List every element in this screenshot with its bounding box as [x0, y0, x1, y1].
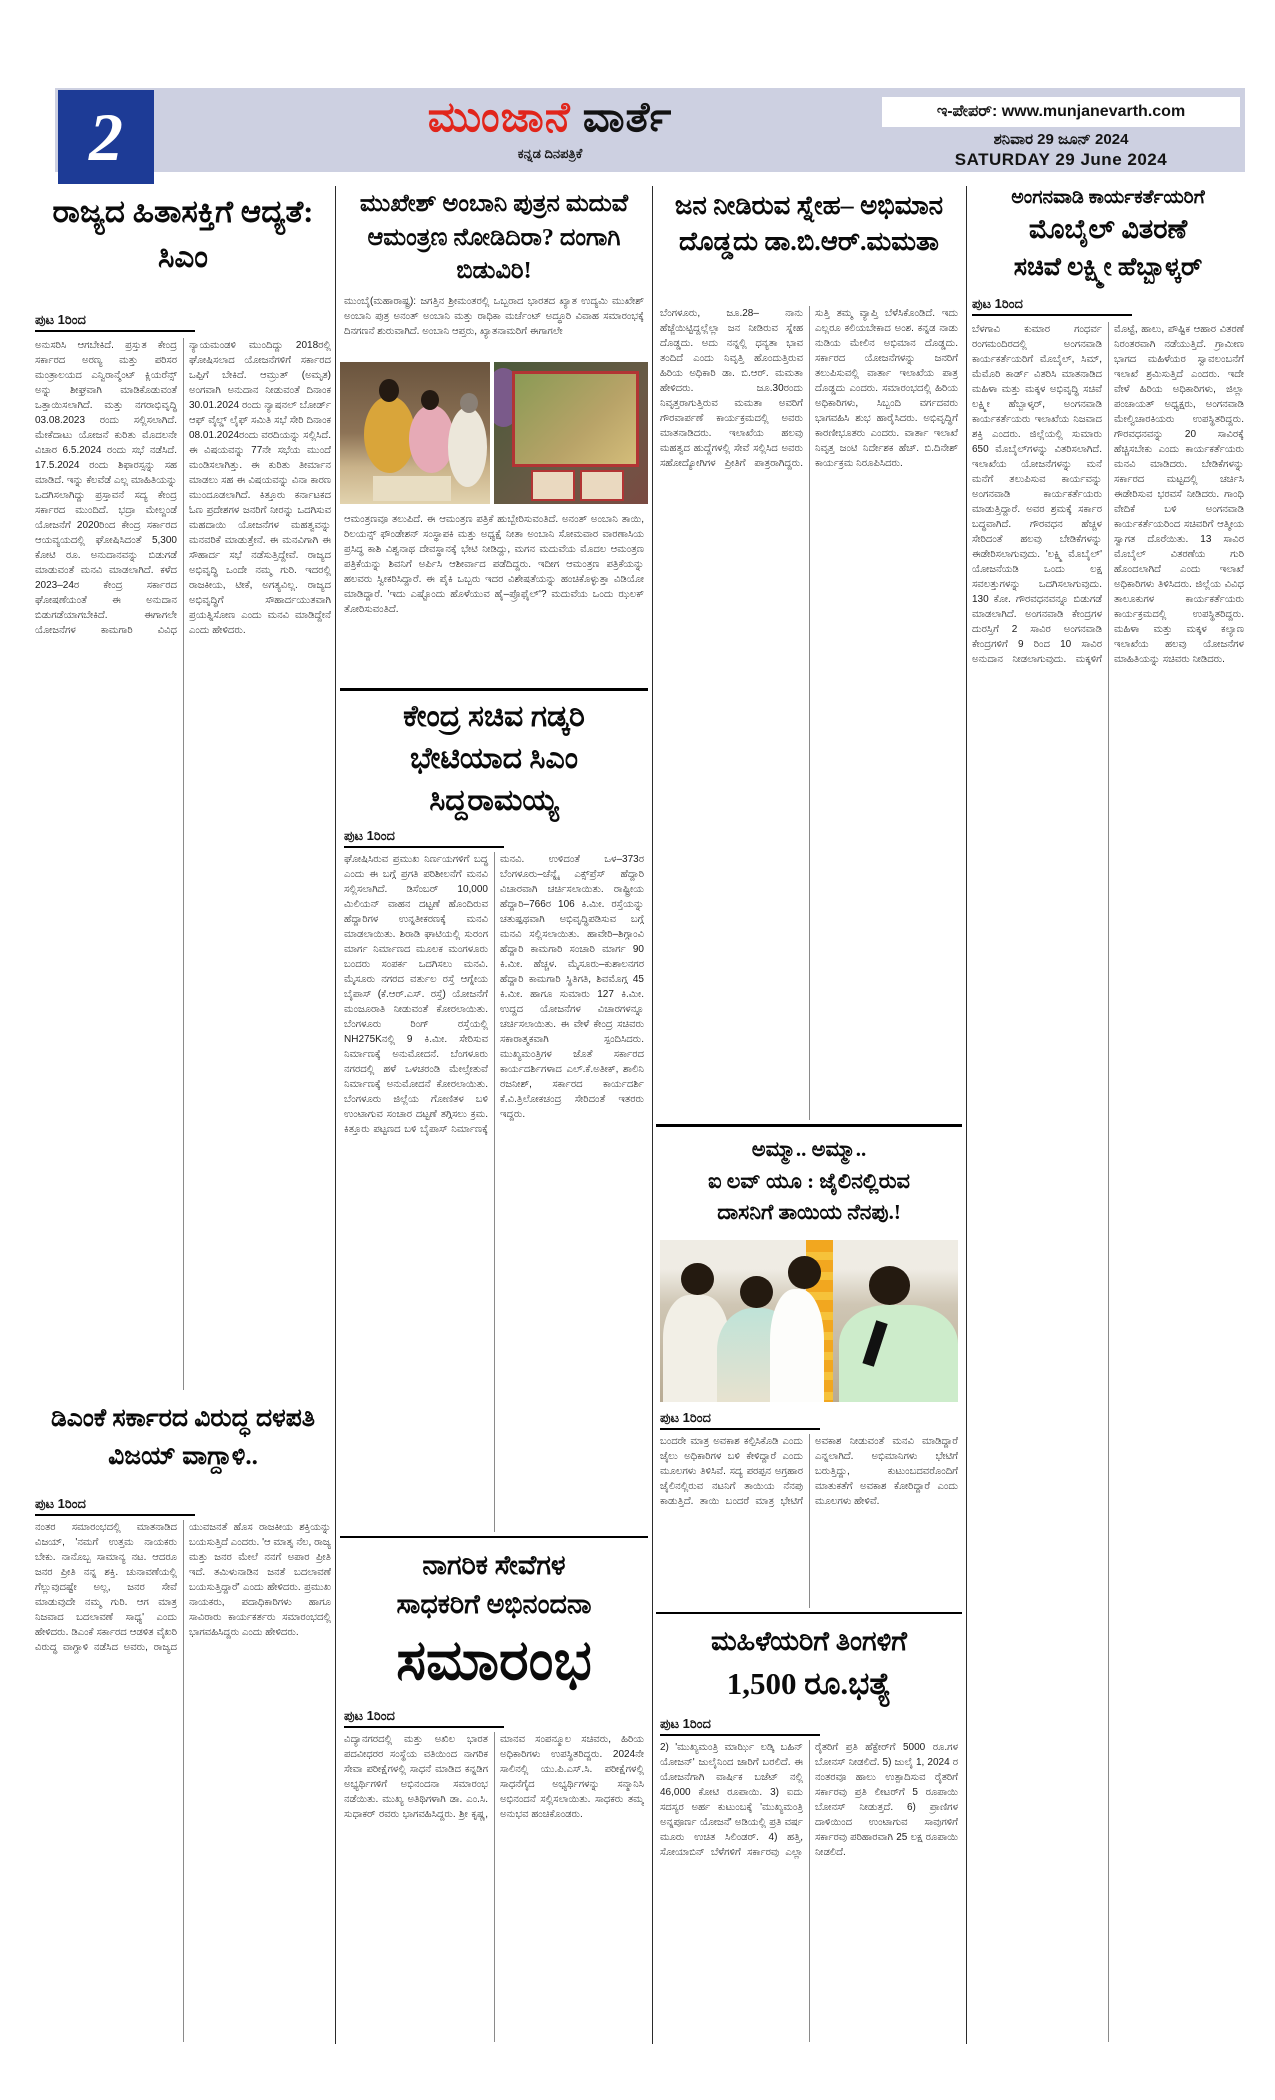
photo-head: [681, 1263, 714, 1295]
photo-invite-card: [531, 470, 575, 501]
headline-ambani-wedding: ಮುಖೇಶ್ ಅಂಬಾನಿ ಪುತ್ರನ ಮದುವೆ ಆಮಂತ್ರಣ ನೋಡಿದಿರಾ? ದಂಗಾಗಿ ಬಿಡುವಿರಿ!: [359, 191, 629, 285]
headline-allowance-line2: 1,500 ರೂ.ಭತ್ಯೆ: [726, 1666, 892, 1701]
continued-from-page1: ಪುಟ 1ರಿಂದ: [660, 1410, 820, 1430]
article-body-ambani: ಆಮಂತ್ರಣವೂ ತಲುಪಿದೆ. ಈ ಆಮಂತ್ರಣ ಪತ್ರಿಕೆ ಹುಬ್ಬೇರಿಸುವಂತಿದೆ. ಅನಂತ್ ಅಂಬಾನಿ ತಾಯಿ, ರಿಲಯನ್ಸ್ ಫೌಂಡೇಶನ್ ಸಂಸ್ಥಾಪಕಿ ಮತ್ತು ಅಧ್ಯಕ್ಷೆ ನೀತಾ ಅಂಬಾನಿ ಸೋಮವಾರ ವಾರಣಾಸಿಯ ಪ್ರಸಿದ್ಧ ಕಾಶಿ ವಿಶ್ವನಾಥ ದೇವಸ್ಥಾನಕ್ಕೆ ಭೇಟಿ ನೀಡಿದ್ದು, ಮಗನ ಮದುವೆಯ ಮೊದಲ ಆಮಂತ್ರಣ ಪತ್ರಿಕೆಯನ್ನು ಶಿವನಿಗೆ ಅರ್ಪಿಸಿ ಆಶೀರ್ವಾದ ಪಡೆದಿದ್ದರು. ಇದೀಗ ಆಮಂತ್ರಣ ಪತ್ರಿಕೆಯನ್ನು ಹಲವರು ಸ್ವೀಕರಿಸಿದ್ದಾರೆ. ಈ ಪೈಕಿ ಒಬ್ಬರು ಇದರ ವಿಶೇಷತೆಯನ್ನು ಹಂಚಿಕೊಳ್ಳುತ್ತಾ ವಿಡಿಯೋ ಮಾಡಿದ್ದಾರೆ. 'ಇದು ಎಷ್ಟೊಂದು ಹೊಳೆಯುವ ಹೈ–ಪ್ರೊಫೈಲ್'? ಮದುವೆಯ ಒಂದು ಝಲಕ್ ತೋರಿಸುವಂತಿದೆ.: [344, 514, 644, 615]
headline-allowance-line1: ಮಹಿಳೆಯರಿಗೆ ತಿಂಗಳಿಗೆ: [711, 1626, 907, 1656]
column-rule-3: [966, 186, 967, 2044]
article-body-allowance: 2) 'ಮುಖ್ಯಮಂತ್ರಿ ಮಾರ್ಝಿ ಲಡ್ಕಿ ಬಹಿನ್ ಯೋಜನ್' ಜುಲೈನಿಂದ ಜಾರಿಗೆ ಬರಲಿದೆ. ಈ ಯೋಜನೆಗಾಗಿ ವಾರ್ಷಿಕ ಬಜೆಟ್ ನಲ್ಲಿ 46,000 ಕೋಟಿ ರೂಪಾಯಿ. 3) ಐದು ಸದಸ್ಯರ ಅರ್ಹ ಕುಟುಂಬಕ್ಕೆ 'ಮುಖ್ಯಮಂತ್ರಿ ಅನ್ನಪೂರ್ಣ ಯೋಜನೆ' ಅಡಿಯಲ್ಲಿ ಪ್ರತಿ ವರ್ಷ ಮೂರು ಉಚಿತ ಸಿಲಿಂಡರ್. 4) ಹತ್ತಿ, ಸೋಯಾಬಿನ್ ಬೆಳೆಗಳಿಗೆ ಸರ್ಕಾರವು ಎಲ್ಲಾ ರೈತರಿಗೆ ಪ್ರತಿ ಹೆಕ್ಟೇರ್‌ಗೆ 5000 ರೂ.ಗಳ ಬೋನಸ್ ನೀಡಲಿದೆ. 5) ಜುಲೈ 1, 2024 ರ ನಂತರವೂ ಹಾಲು ಉತ್ಪಾದಿಸುವ ರೈತರಿಗೆ ಸರ್ಕಾರವು ಪ್ರತಿ ಲೀಟರ್‌ಗೆ 5 ರೂಪಾಯಿ ಬೋನಸ್ ನೀಡುತ್ತದೆ. 6) ಪ್ರಾಣಿಗಳ ದಾಳಿಯಿಂದ ಉಂಟಾಗುವ ಸಾವುಗಳಿಗೆ ಸರ್ಕಾರವು ಪರಿಹಾರವಾಗಿ 25 ಲಕ್ಷ ರೂಪಾಯಿ ನೀಡಲಿದೆ.: [660, 1742, 958, 1858]
continued-from-page1: ಪುಟ 1ರಿಂದ: [972, 296, 1132, 316]
photo-gift-box: [373, 476, 451, 502]
photo-figure: [409, 405, 454, 473]
photo-invite-frame: [512, 371, 638, 468]
photo-figure: [839, 1305, 958, 1402]
article-body-mamata: ಬೆಂಗಳೂರು, ಜೂ.28– ನಾನು ಹೆಜ್ಜೆಯಿಟ್ಟಿದ್ದಲ್ಲೆಲ್ಲಾ ಜನ ನೀಡಿರುವ ಸ್ನೇಹ ದೊಡ್ಡದು. ಅದು ನನ್ನಲ್ಲಿ ಧನ್ಯತಾ ಭಾವ ತಂದಿದೆ ಎಂದು ನಿವೃತ್ತಿ ಹೊಂದುತ್ತಿರುವ ಹಿರಿಯ ಅಧಿಕಾರಿ ಡಾ. ಬಿ.ಆರ್. ಮಮತಾ ಹೇಳಿದರು. ಜೂ.30ರಂದು ನಿವೃತ್ತರಾಗುತ್ತಿರುವ ಮಮತಾ ಅವರಿಗೆ ಗೌರವಾರ್ಪಣೆ ಕಾರ್ಯಕ್ರಮದಲ್ಲಿ ಅವರು ಮಾತನಾಡಿದರು. ಇಲಾಖೆಯ ಹಲವು ಮಹತ್ವದ ಹುದ್ದೆಗಳಲ್ಲಿ ಸೇವೆ ಸಲ್ಲಿಸಿದ ಅವರು ಸಹೋದ್ಯೋಗಿಗಳ ಪ್ರೀತಿಗೆ ಪಾತ್ರರಾಗಿದ್ದರು. ಸುತ್ತಿ ತಮ್ಮ ವ್ಯಾಪ್ತಿ ಬೆಳೆಸಿಕೊಂಡಿದೆ. ಇದು ಎಲ್ಲರೂ ಕಲಿಯಬೇಕಾದ ಅಂಶ. ಕನ್ನಡ ನಾಡು ನುಡಿಯ ಮೇಲಿನ ಅಭಿಮಾನ ದೊಡ್ಡದು. ಸರ್ಕಾರದ ಯೋಜನೆಗಳನ್ನು ಜನರಿಗೆ ತಲುಪಿಸುವಲ್ಲಿ ವಾರ್ತಾ ಇಲಾಖೆಯ ಪಾತ್ರ ದೊಡ್ಡದು ಎಂದರು. ಸಮಾರಂಭದಲ್ಲಿ ಹಿರಿಯ ಅಧಿಕಾರಿಗಳು, ಸಿಬ್ಬಂದಿ ವರ್ಗದವರು ಭಾಗವಹಿಸಿ ಶುಭ ಹಾರೈಸಿದರು. ಅಭಿವೃದ್ಧಿಗೆ ಕಾರಣೀಭೂತರು ಎಂದರು. ವಾರ್ತಾ ಇಲಾಖೆ ನಿವೃತ್ತ ಜಂಟಿ ನಿರ್ದೇಶಕ ಹೆಚ್. ಬಿ.ದಿನೇಶ್ ಕಾರ್ಯಕ್ರಮ ನಿರೂಪಿಸಿದರು.: [660, 308, 958, 469]
section-divider: [340, 688, 648, 691]
wedding-ceremony-photo: [340, 362, 490, 504]
photo-head: [460, 393, 478, 413]
headline-civil-services-line2: ಸಮಾರಂಭ: [396, 1630, 592, 1692]
continued-from-page1: ಪುಟ 1ರಿಂದ: [660, 1716, 820, 1736]
article-body-amma-dasa: ಬಂದರೇ ಮಾತ್ರ ಅವಕಾಶ ಕಲ್ಪಿಸಿಕೊಡಿ ಎಂದು ಜೈಲು ಅಧಿಕಾರಿಗಳ ಬಳಿ ಕೇಳಿದ್ದಾರೆ ಎಂದು ಮೂಲಗಳು ತಿಳಿಸಿವೆ. ಸದ್ಯ ಪರಪ್ಪನ ಅಗ್ರಹಾರ ಜೈಲಿನಲ್ಲಿರುವ ನಟನಿಗೆ ತಾಯಿಯ ನೆನಪು ಕಾಡುತ್ತಿದೆ. ತಾಯಿ ಬಂದರೆ ಮಾತ್ರ ಭೇಟಿಗೆ ಅವಕಾಶ ನೀಡುವಂತೆ ಮನವಿ ಮಾಡಿದ್ದಾರೆ ಎನ್ನಲಾಗಿದೆ. ಅಭಿಮಾನಿಗಳು ಭೇಟಿಗೆ ಬರುತ್ತಿದ್ದು, ಕುಟುಂಬದವರೊಂದಿಗೆ ಮಾತುಕತೆಗೆ ಅವಕಾಶ ಕೋರಿದ್ದಾರೆ ಎಂದು ಮೂಲಗಳು ಹೇಳಿವೆ.: [660, 1436, 958, 1507]
date-kannada: ಶನಿವಾರ 29 ಜೂನ್ 2024: [993, 131, 1129, 148]
column-rule-2: [652, 186, 653, 2044]
epaper-url[interactable]: ಇ-ಪೇಪರ್: www.munjanevarth.com: [882, 97, 1240, 127]
continued-from-page1: ಪುಟ 1ರಿಂದ: [35, 1496, 195, 1516]
column-rule-1: [335, 186, 336, 2044]
headline-text: ನಾಗರಿಕ ಸೇವೆಗಳ: [422, 1550, 566, 1580]
masthead-word-2: ವಾರ್ತೆ: [582, 94, 673, 140]
headline-text: ಐ ಲವ್ ಯೂ : ಜೈಲಿನಲ್ಲಿರುವ: [707, 1168, 911, 1193]
photo-head: [869, 1266, 911, 1305]
article-body-gadkari: ಘೋಷಿಸಿರುವ ಪ್ರಮುಖ ನಿರ್ಣಯಗಳಿಗೆ ಬದ್ಧ ಎಂದು ಈ ಬಗ್ಗೆ ಪ್ರಗತಿ ಪರಿಶೀಲನೆಗೆ ಮನವಿ ಸಲ್ಲಿಸಲಾಗಿದೆ. ಡಿಸೆಂಬರ್ 10,000 ಮಿಲಿಯನ್ ವಾಹನ ದಟ್ಟಣೆ ಹೊಂದಿರುವ ಹೆದ್ದಾರಿಗಳ ಉನ್ನತೀಕರಣಕ್ಕೆ ಮನವಿ ಮಾಡಲಾಯಿತು. ಶಿರಾಡಿ ಘಾಟಿಯಲ್ಲಿ ಸುರಂಗ ಮಾರ್ಗ ನಿರ್ಮಾಣದ ಮೂಲಕ ಮಂಗಳೂರು ಬಂದರು ಸಂಪರ್ಕ ಒದಗಿಸಲು ಮನವಿ. ಮೈಸೂರು ನಗರದ ವರ್ತುಲ ರಸ್ತೆ ಆಗ್ನೇಯ ಬೈಪಾಸ್ (ಕೆ.ಆರ್.ಎಸ್. ರಸ್ತೆ) ಯೋಜನೆಗೆ ಮಂಜೂರಾತಿ ನೀಡುವಂತೆ ಕೋರಲಾಯಿತು. ಬೆಂಗಳೂರು ರಿಂಗ್ ರಸ್ತೆಯಲ್ಲಿ NH275Kನಲ್ಲಿ 9 ಕಿ.ಮೀ. ಸೇರಿಸುವ ನಿರ್ಮಾಣಕ್ಕೆ ಅನುಮೋದನೆ. ಬೆಂಗಳೂರು ನಗರದಲ್ಲಿ ಹಳೆ ಒಳಚರಂಡಿ ಮೇಲ್ಸೇತುವೆ ನಿರ್ಮಾಣಕ್ಕೆ ಅನುಮೋದನೆ ಕೋರಲಾಯಿತು. ಬೆಂಗಳೂರು ಜಿಲ್ಲೆಯ ಗೋಣಿತಳ ಬಳಿ ಉಂಟಾಗುವ ಸಂಚಾರ ದಟ್ಟಣೆ ತಗ್ಗಿಸಲು ಕ್ರಮ. ಕಿತ್ತೂರು ಪಟ್ಟಣದ ಬಳಿ ಬೈಪಾಸ್ ನಿರ್ಮಾಣಕ್ಕೆ ಮನವಿ. ಉಳಿದಂತೆ ಒಳ–373ರ ಬೆಂಗಳೂರು–ಚೆನ್ನೈ ಎಕ್ಸ್‌ಪ್ರೆಸ್ ಹೆದ್ದಾರಿ ವಿಚಾರವಾಗಿ ಚರ್ಚಿಸಲಾಯಿತು. ರಾಷ್ಟ್ರೀಯ ಹೆದ್ದಾರಿ–766ರ 106 ಕಿ.ಮೀ. ರಸ್ತೆಯನ್ನು ಚತುಷ್ಪಥವಾಗಿ ಅಭಿವೃದ್ಧಿಪಡಿಸುವ ಬಗ್ಗೆ ಮನವಿ ಸಲ್ಲಿಸಲಾಯಿತು. ಹಾವೇರಿ–ಶಿಗ್ಗಾಂವಿ ಹೆದ್ದಾರಿ ಕಾಮಗಾರಿ ಸಂಚಾರಿ ಮಾರ್ಗ 90 ಕಿ.ಮೀ. ಹೆಚ್ಚಳ. ಮೈಸೂರು–ಕುಶಾಲನಗರ ಹೆದ್ದಾರಿ ಕಾಮಗಾರಿ ಸ್ಥಿತಿಗತಿ, ಶಿವಮೊಗ್ಗ 45 ಕಿ.ಮೀ. ಹಾಗೂ ಸುಮಾರು 127 ಕಿ.ಮೀ. ಉದ್ದದ ಯೋಜನೆಗಳ ವಿಚಾರಗಳನ್ನೂ ಚರ್ಚಿಸಲಾಯಿತು. ಈ ವೇಳೆ ಕೇಂದ್ರ ಸಚಿವರು ಸಕಾರಾತ್ಮಕವಾಗಿ ಸ್ಪಂದಿಸಿದರು. ಮುಖ್ಯಮಂತ್ರಿಗಳ ಜೊತೆ ಸರ್ಕಾರದ ಕಾರ್ಯದರ್ಶಿಗಳಾದ ಎಲ್.ಕೆ.ಅತೀಕ್, ಶಾಲಿನಿ ರಜನೀಶ್, ಸರ್ಕಾರದ ಕಾರ್ಯದರ್ಶಿ ಕೆ.ವಿ.ತ್ರಿಲೋಕಚಂದ್ರ ಸೇರಿದಂತೆ ಇತರರು ಇದ್ದರು.: [344, 854, 644, 1135]
section-divider: [656, 1612, 962, 1614]
photo-figure: [448, 407, 487, 487]
photo-figure: [364, 396, 415, 473]
photo-invite-card: [580, 470, 624, 501]
masthead-tagline: ಕನ್ನಡ ದಿನಪತ್ರಿಕೆ: [517, 146, 583, 161]
article-body-dmk-vijay: ನಂತರ ಸಮಾರಂಭದಲ್ಲಿ ಮಾತನಾಡಿದ ವಿಜಯ್, 'ನಮಗೆ ಉತ್ತಮ ನಾಯಕರು ಬೇಕು. ನಾನೊಬ್ಬ ಸಾಮಾನ್ಯ ನಟ. ಆದರೂ ಜನರ ಪ್ರೀತಿ ನನ್ನ ಶಕ್ತಿ. ಚುನಾವಣೆಯಲ್ಲಿ ಗೆಲ್ಲುವುದಷ್ಟೇ ಅಲ್ಲ, ಜನರ ಸೇವೆ ಮಾಡುವುದೇ ನಮ್ಮ ಗುರಿ. ಆಗ ಮಾತ್ರ ನಿಜವಾದ ಬದಲಾವಣೆ ಸಾಧ್ಯ' ಎಂದು ಹೇಳಿದರು. ಡಿಎಂಕೆ ಸರ್ಕಾರದ ಆಡಳಿತ ವೈಖರಿ ವಿರುದ್ಧ ವಾಗ್ದಾಳಿ ನಡೆಸಿದ ಅವರು, ರಾಜ್ಯದ ಯುವಜನತೆ ಹೊಸ ರಾಜಕೀಯ ಶಕ್ತಿಯನ್ನು ಬಯಸುತ್ತಿದೆ ಎಂದರು. 'ಆ ಮಾತೃ ನೆಲ, ರಾಜ್ಯ ಮತ್ತು ಜನರ ಮೇಲೆ ನನಗೆ ಅಪಾರ ಪ್ರೀತಿ ಇದೆ. ತಮಿಳುನಾಡಿನ ಜನತೆ ಬದಲಾವಣೆ ಬಯಸುತ್ತಿದ್ದಾರೆ' ಎಂದು ಹೇಳಿದರು. ಪ್ರಮುಖ ನಾಯಕರು, ಪದಾಧಿಕಾರಿಗಳು ಹಾಗೂ ಸಾವಿರಾರು ಕಾರ್ಯಕರ್ತರು ಸಮಾರಂಭದಲ್ಲಿ ಭಾಗವಹಿಸಿದ್ದರು ಎಂದು ಹೇಳಿದರು.: [35, 1522, 331, 1653]
headline-anganwadi-line1: ಅಂಗನವಾಡಿ ಕಾರ್ಯಕರ್ತೆಯರಿಗೆ: [1011, 187, 1205, 208]
article-body-civil-services: ವಿದ್ಯಾನಗರದಲ್ಲಿ ಮತ್ತು ಅಖಿಲ ಭಾರತ ಪದವೀಧರರ ಸಂಸ್ಥೆಯ ವತಿಯಿಂದ ನಾಗರಿಕ ಸೇವಾ ಪರೀಕ್ಷೆಗಳಲ್ಲಿ ಸಾಧನೆ ಮಾಡಿದ ಕನ್ನಡಿಗ ಅಭ್ಯರ್ಥಿಗಳಿಗೆ ಅಭಿನಂದನಾ ಸಮಾರಂಭ ನಡೆಯಿತು. ಮುಖ್ಯ ಅತಿಥಿಗಳಾಗಿ ಡಾ. ಎಂ.ಸಿ. ಸುಧಾಕರ್ ರವರು ಭಾಗವಹಿಸಿದ್ದರು. ಶ್ರೀ ಕೃಷ್ಣ, ಮಾನವ ಸಂಪನ್ಮೂಲ ಸಚಿವರು, ಹಿರಿಯ ಅಧಿಕಾರಿಗಳು ಉಪಸ್ಥಿತರಿದ್ದರು. 2024ನೇ ಸಾಲಿನಲ್ಲಿ ಯು.ಪಿ.ಎಸ್.ಸಿ. ಪರೀಕ್ಷೆಗಳಲ್ಲಿ ಸಾಧನೆಗೈದ ಅಭ್ಯರ್ಥಿಗಳನ್ನು ಸನ್ಮಾನಿಸಿ ಅಭಿನಂದನೆ ಸಲ್ಲಿಸಲಾಯಿತು. ಸಾಧಕರು ತಮ್ಮ ಅನುಭವ ಹಂಚಿಕೊಂಡರು.: [344, 1734, 644, 1820]
masthead-word-1: ಮುಂಜಾನೆ: [427, 94, 571, 140]
article-body-anganwadi: ಬೆಳಗಾವಿ ಕುಮಾರ ಗಂಧರ್ವ ರಂಗಮಂದಿರದಲ್ಲಿ ಅಂಗನವಾಡಿ ಕಾರ್ಯಕರ್ತೆಯರಿಗೆ ಮೊಬೈಲ್, ಸಿಮ್, ಮೆಮೊರಿ ಕಾರ್ಡ್ ವಿತರಿಸಿ ಮಾತನಾಡಿದ ಮಹಿಳಾ ಮತ್ತು ಮಕ್ಕಳ ಅಭಿವೃದ್ಧಿ ಸಚಿವೆ ಲಕ್ಷ್ಮೀ ಹೆಬ್ಬಾಳ್ಕರ್, ಅಂಗನವಾಡಿ ಕಾರ್ಯಕರ್ತೆಯರು ಇಲಾಖೆಯ ನಿಜವಾದ ಶಕ್ತಿ ಎಂದರು. ಜಿಲ್ಲೆಯಲ್ಲಿ ಸುಮಾರು 650 ಮೊಬೈಲ್‌ಗಳನ್ನು ವಿತರಿಸಲಾಗಿದೆ. ಇಲಾಖೆಯ ಯೋಜನೆಗಳನ್ನು ಮನೆ ಮನೆಗೆ ತಲುಪಿಸುವ ಕಾರ್ಯವನ್ನು ಅಂಗನವಾಡಿ ಕಾರ್ಯಕರ್ತೆಯರು ಮಾಡುತ್ತಿದ್ದಾರೆ. ಅವರ ಶ್ರಮಕ್ಕೆ ಸರ್ಕಾರ ಬದ್ಧವಾಗಿದೆ. ಗೌರವಧನ ಹೆಚ್ಚಳ ಸೇರಿದಂತೆ ಹಲವು ಬೇಡಿಕೆಗಳನ್ನು ಈಡೇರಿಸಲಾಗುವುದು. 'ಲಕ್ಷ್ಮಿ ಮೊಬೈಲ್' ಯೋಜನೆಯಡಿ ಒಂದು ಲಕ್ಷ ಸವಲತ್ತುಗಳನ್ನು ಒದಗಿಸಲಾಗುವುದು. 130 ಕೋ. ಗೌರವಧನವನ್ನೂ ಬಿಡುಗಡೆ ಮಾಡಲಾಗಿದೆ. ಅಂಗನವಾಡಿ ಕೇಂದ್ರಗಳ ದುರಸ್ತಿಗೆ 2 ಸಾವಿರ ಅಂಗನವಾಡಿ ಕೇಂದ್ರಗಳಿಗೆ 9 ರಿಂದ 10 ಸಾವಿರ ಅನುದಾನ ನೀಡಲಾಗುವುದು. ಮಕ್ಕಳಿಗೆ ಮೊಟ್ಟೆ, ಹಾಲು, ಪೌಷ್ಟಿಕ ಆಹಾರ ವಿತರಣೆ ನಿರಂತರವಾಗಿ ನಡೆಯುತ್ತಿದೆ. ಗ್ರಾಮೀಣ ಭಾಗದ ಮಹಿಳೆಯರ ಸ್ವಾವಲಂಬನೆಗೆ ಇಲಾಖೆ ಶ್ರಮಿಸುತ್ತಿದೆ ಎಂದರು. ಇದೇ ವೇಳೆ ಹಿರಿಯ ಅಧಿಕಾರಿಗಳು, ಜಿಲ್ಲಾ ಪಂಚಾಯತ್ ಅಧ್ಯಕ್ಷರು, ಅಂಗನವಾಡಿ ಮೇಲ್ವಿಚಾರಕಿಯರು ಉಪಸ್ಥಿತರಿದ್ದರು. ಗೌರವಧನವನ್ನು 20 ಸಾವಿರಕ್ಕೆ ಹೆಚ್ಚಿಸಬೇಕು ಎಂದು ಕಾರ್ಯಕರ್ತೆಯರು ಮನವಿ ಮಾಡಿದರು. ಬೇಡಿಕೆಗಳನ್ನು ಸರ್ಕಾರದ ಮಟ್ಟದಲ್ಲಿ ಚರ್ಚಿಸಿ ಈಡೇರಿಸುವ ಭರವಸೆ ನೀಡಿದರು. ಗಾಂಧಿ ವೇದಿಕೆ ಬಳಿ ಅಂಗನವಾಡಿ ಕಾರ್ಯಕರ್ತೆಯರಿಂದ ಸಚಿವರಿಗೆ ಆತ್ಮೀಯ ಸ್ವಾಗತ ದೊರೆಯಿತು. 13 ಸಾವಿರ ಮೊಬೈಲ್ ವಿತರಣೆಯ ಗುರಿ ಹೊಂದಲಾಗಿದೆ ಎಂದು ಇಲಾಖೆ ಅಧಿಕಾರಿಗಳು ತಿಳಿಸಿದರು. ಜಿಲ್ಲೆಯ ವಿವಿಧ ತಾಲೂಕುಗಳ ಕಾರ್ಯಕರ್ತೆಯರು ಕಾರ್ಯಕ್ರಮದಲ್ಲಿ ಉಪಸ್ಥಿತರಿದ್ದರು. ಮಹಿಳಾ ಮತ್ತು ಮಕ್ಕಳ ಕಲ್ಯಾಣ ಇಲಾಖೆಯ ಹಲವು ಯೋಜನೆಗಳ ಮಾಹಿತಿಯನ್ನು ಸಚಿವರು ನೀಡಿದರು.: [972, 324, 1244, 665]
headline-gadkari-cm: ಕೇಂದ್ರ ಸಚಿವ ಗಡ್ಕರಿ ಭೇಟಿಯಾದ ಸಿಎಂ ಸಿದ್ದರಾಮಯ್ಯ: [403, 700, 585, 817]
section-divider: [340, 1536, 648, 1538]
headline-mamata: ಜನ ನೀಡಿರುವ ಸ್ನೇಹ– ಅಭಿಮಾನ ದೊಡ್ಡದು ಡಾ.ಬಿ.ಆರ್.ಮಮತಾ: [674, 191, 944, 257]
headline-dmk-vijay: ಡಿಎಂಕೆ ಸರ್ಕಾರದ ವಿರುದ್ಧ ದಳಪತಿ ವಿಜಯ್ ವಾಗ್ದಾಳಿ..: [50, 1405, 316, 1470]
headline-amma-dasa: [660, 1134, 958, 1232]
photo-head: [788, 1256, 821, 1288]
headline-text: ಅಮ್ಮಾ.. ಅಮ್ಮಾ..: [751, 1137, 867, 1161]
photo-head: [379, 379, 399, 402]
page-number-box: [58, 90, 154, 184]
article-body-cm-priority: ಅನುಸರಿಸಿ ಆಗಬೇಕಿದೆ. ಪ್ರಸ್ತುತ ಕೇಂದ್ರ ಸರ್ಕಾರದ ಅರಣ್ಯ ಮತ್ತು ಪರಿಸರ ಮಂತ್ರಾಲಯದ ಎನ್ವಿರಾನ್ಮೆಂಟ್ ಕ್ಲಿಯರೆನ್ಸ್ ಅನ್ನು ಶೀಘ್ರವಾಗಿ ಮಾಡಿಕೊಡುವಂತೆ ಒತ್ತಾಯಿಸಲಾಗಿದೆ. ಮತ್ತು ನಗರಾಭಿವೃದ್ಧಿ 03.08.2023 ರಂದು ಸಲ್ಲಿಸಲಾಗಿದೆ. ಮೇಕೆದಾಟು ಯೋಜನೆ ಕುರಿತು ಮೊದಲನೇ ವಿಚಾರ 6.5.2024 ರಂದು ಸಭೆ ನಡೆಸಿದೆ. 17.5.2024 ರಂದು ಶಿಫಾರಸ್ಸನ್ನು ಸಹ ಮಾಡಿದೆ. ಇನ್ನು ಕೆಲವೆಡೆ ಎಲ್ಲ ಮಾಹಿತಿಯನ್ನು ಒದಗಿಸಲಾಗಿದ್ದು ಪ್ರಸ್ತಾವನೆ ಸದ್ಯ ಕೇಂದ್ರ ಸರ್ಕಾರದ ಮುಂದಿದೆ. ಭದ್ರಾ ಮೇಲ್ದಂಡೆ ಯೋಜನೆಗೆ 2020ರಿಂದ ಕೇಂದ್ರ ಸರ್ಕಾರದ ಆಯವ್ಯಯದಲ್ಲಿ ಘೋಷಿಸಿದಂತೆ 5,300 ಕೋಟಿ ರೂ. ಅನುದಾನವನ್ನು ಬಿಡುಗಡೆ ಮಾಡುವಂತೆ ಮನವಿ ಮಾಡಲಾಗಿದೆ. ಕಳೆದ 2023–24ರ ಕೇಂದ್ರ ಸರ್ಕಾರದ ಘೋಷಣೆಯಂತೆ ಈ ಅನುದಾನ ಬಿಡುಗಡೆಯಾಗಬೇಕಿದೆ. ಈಗಾಗಲೇ ಯೋಜನೆಗಳ ಕಾಮಗಾರಿ ವಿವಿಧ ನ್ಯಾಯಮಂಡಳಿ ಮುಂದಿದ್ದು 2018ರಲ್ಲಿ ಘೋಷಿಸಲಾದ ಯೋಜನೆಗಳಿಗೆ ಸರ್ಕಾರದ ಒಪ್ಪಿಗೆ ಬೇಕಿದೆ. ಆಮ್ರುತ್ (ಅಮೃತ) ಅಂಗವಾಗಿ ಅನುದಾನ ನೀಡುವಂತೆ ದಿನಾಂಕ 30.01.2024 ರಂದು ನ್ಯಾಷನಲ್ ಬೋರ್ಡ್ ಆಫ್ ವೈಲ್ಡ್ ಲೈಫ್ ಸಮಿತಿ ಸಭೆ ಸೇರಿ ದಿನಾಂಕ 08.01.2024ರಂದು ವರದಿಯನ್ನು ಸಲ್ಲಿಸಿದೆ. ಈ ವಿಷಯವನ್ನು 77ನೇ ಸಭೆಯ ಮುಂದೆ ಮಂಡಿಸಲಾಗಿತ್ತು. ಈ ಕುರಿತು ತೀರ್ಮಾನ ಮಾಡಲು ಸಹ ಈ ವಿಷಯವನ್ನು ವಿನಾ ಕಾರಣ ಮುಂದೂಡಲಾಗಿದೆ. ಕಿತ್ತೂರು ಕರ್ನಾಟಕದ ಓಣ ಪ್ರದೇಶಗಳ ಜನರಿಗೆ ನೀರನ್ನು ಒದಗಿಸುವ ಮಹದಾಯಿ ಯೋಜನೆಗಳ ಮಹತ್ವವನ್ನು ಮನವರಿಕೆ ಮಾಡುತ್ತೇನೆ. ಈ ಮನವಿಗಾಗಿ ಈ ಸೌಹಾರ್ದ ಸಭೆ ನಡೆಸುತ್ತಿದ್ದೇವೆ. ರಾಜ್ಯದ ಅಭಿವೃದ್ಧಿ ಒಂದೇ ನಮ್ಮ ಗುರಿ. ಇದರಲ್ಲಿ ರಾಜಕೀಯ, ಟೀಕೆ, ಅಗತ್ಯವಿಲ್ಲ. ರಾಜ್ಯದ ಅಭಿವೃದ್ಧಿಗೆ ಸೌಹಾರ್ದಯುತವಾಗಿ ಪ್ರಯತ್ನಿಸೋಣ ಎಂದು ಮನವಿ ಮಾಡಿದ್ದೇನೆ ಎಂದು ಹೇಳಿದರು.: [35, 340, 331, 636]
headline-anganwadi-line3: ಸಚಿವೆ ಲಕ್ಷ್ಮೀ ಹೆಬ್ಬಾಳ್ಕರ್: [1013, 254, 1203, 281]
continued-from-page1: ಪುಟ 1ರಿಂದ: [35, 312, 195, 332]
headline-anganwadi-line2: ಮೊಬೈಲ್ ವಿತರಣೆ: [1028, 214, 1188, 244]
section-divider: [656, 1124, 962, 1127]
wedding-invitation-photo: [494, 362, 648, 504]
masthead: [350, 94, 750, 140]
photo-head: [740, 1276, 773, 1308]
headline-cm-priority: ರಾಜ್ಯದ ಹಿತಾಸಕ್ತಿಗೆ ಆದ್ಯತೆ: ಸಿಎಂ: [52, 194, 314, 274]
headline-civil-services-line1: [344, 1546, 644, 1626]
event-group-photo: [660, 1240, 958, 1402]
continued-from-page1: ಪುಟ 1ರಿಂದ: [344, 828, 504, 848]
continued-from-page1: ಪುಟ 1ರಿಂದ: [344, 1708, 504, 1728]
headline-text: ಸಾಧಕರಿಗೆ ಅಭಿನಂದನಾ: [396, 1589, 592, 1620]
page-number: 2: [89, 99, 123, 175]
article-intro-ambani: ಮುಂಬೈ(ಮಹಾರಾಷ್ಟ್ರ): ಜಗತ್ತಿನ ಶ್ರೀಮಂತರಲ್ಲಿ ಒಬ್ಬರಾದ ಭಾರತದ ಖ್ಯಾತ ಉದ್ಯಮಿ ಮುಖೇಶ್ ಅಂಬಾನಿ ಪುತ್ರ ಅನಂತ್ ಅಂಬಾನಿ ಮತ್ತು ರಾಧಿಕಾ ಮರ್ಚೆಂಟ್ ಅದ್ಧೂರಿ ವಿವಾಹ ಸಮಾರಂಭಕ್ಕೆ ದಿನಗಣನೆ ಶುರುವಾಗಿದೆ. ಅಂಬಾನಿ ಆಪ್ತರು, ಖ್ಯಾತನಾಮರಿಗೆ ಈಗಾಗಲೇ: [344, 296, 644, 337]
headline-text: ದಾಸನಿಗೆ ತಾಯಿಯ ನೆನಪು.!: [717, 1200, 901, 1224]
photo-figure: [770, 1289, 824, 1402]
date-english: SATURDAY 29 June 2024: [954, 150, 1168, 169]
